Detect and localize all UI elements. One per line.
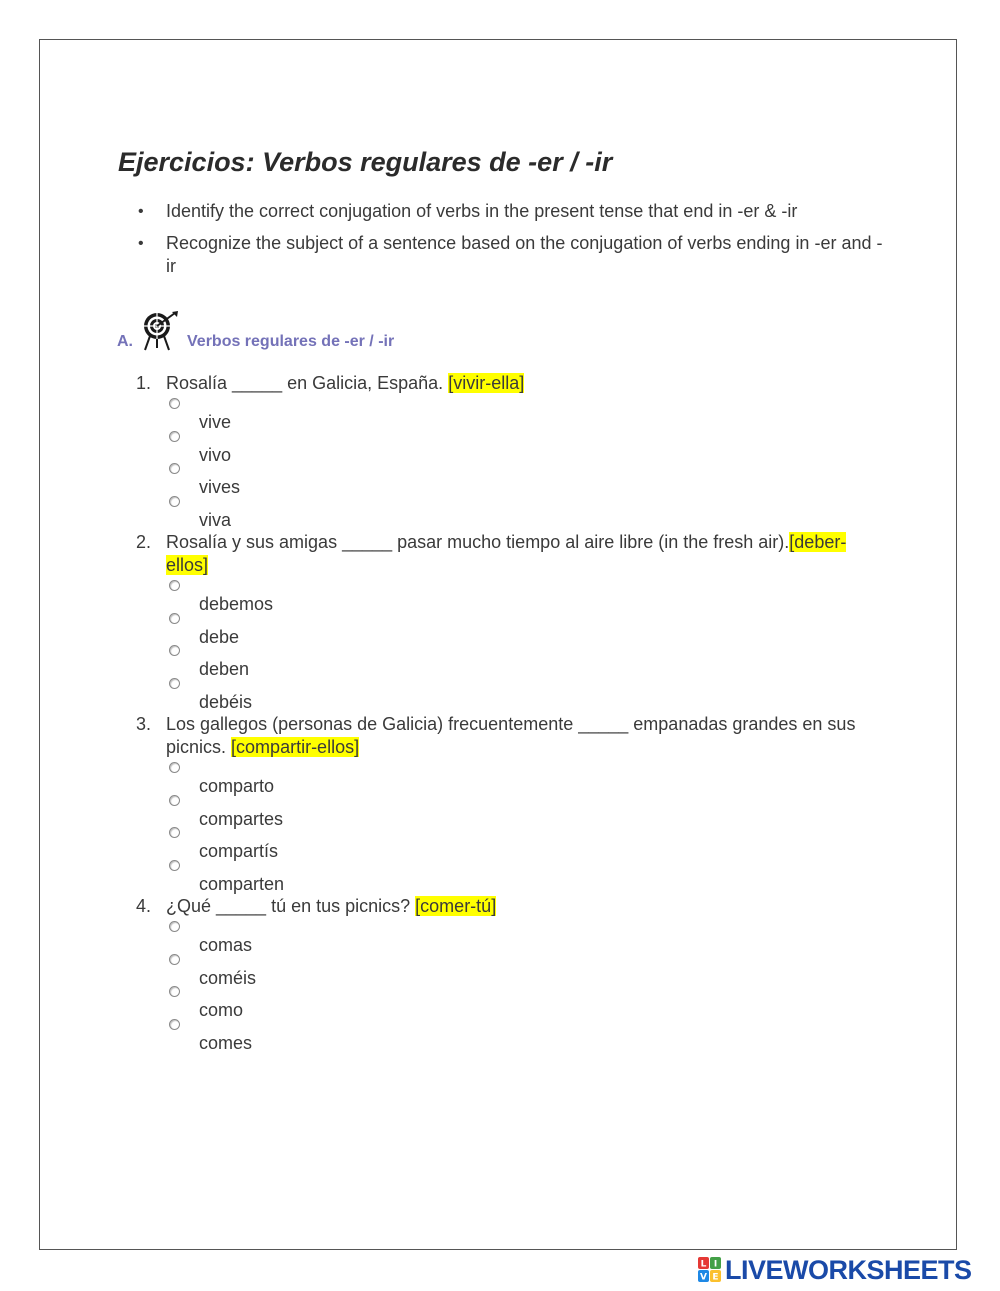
option-label: coméis <box>199 967 257 988</box>
logo-icon-letter: V <box>700 1272 707 1283</box>
logo-icon-letter: E <box>712 1272 719 1283</box>
verb-hint: [compartir-ellos] <box>231 737 360 757</box>
answer-option[interactable] <box>136 610 886 647</box>
radio-button[interactable] <box>169 613 180 624</box>
question-text: Rosalía y sus amigas _____ pasar mucho tiempo al aire libre (in the fresh air). <box>166 532 790 552</box>
answer-option[interactable] <box>136 493 886 530</box>
radio-button[interactable] <box>169 678 180 689</box>
answer-options <box>136 918 886 1053</box>
option-label: viva <box>199 509 232 530</box>
verb-hint: [comer-tú] <box>415 896 497 916</box>
section-letter: A. <box>117 333 133 350</box>
option-label: vivo <box>199 444 232 465</box>
radio-button[interactable] <box>169 463 180 474</box>
target-arrow-icon <box>139 310 181 352</box>
answer-option[interactable] <box>136 577 886 614</box>
radio-button[interactable] <box>169 986 180 997</box>
verb-hint: [vivir-ella] <box>448 373 525 393</box>
logo-icon-letter: L <box>700 1259 707 1270</box>
question-3 <box>136 713 886 894</box>
answer-option[interactable] <box>136 1016 886 1053</box>
answer-option[interactable] <box>136 951 886 988</box>
radio-button[interactable] <box>169 496 180 507</box>
question-4 <box>136 895 886 1053</box>
liveworksheets-logo-text: LIVEWORKSHEETS <box>725 1254 972 1285</box>
question-prompt <box>136 372 886 395</box>
answer-option[interactable] <box>136 460 886 497</box>
radio-button[interactable] <box>169 431 180 442</box>
radio-button[interactable] <box>169 398 180 409</box>
answer-option[interactable] <box>136 857 886 894</box>
option-label: debemos <box>199 594 274 614</box>
answer-option[interactable] <box>136 824 886 861</box>
question-1 <box>136 372 886 530</box>
answer-option[interactable] <box>136 675 886 712</box>
question-prompt <box>136 895 886 918</box>
liveworksheets-logo <box>698 1256 972 1284</box>
question-text: Rosalía _____ en Galicia, España. <box>166 373 444 393</box>
objective-item: • Identify the correct conjugation of verbs in the present tense that end in -er & -ir <box>138 200 888 223</box>
answer-option[interactable] <box>136 792 886 829</box>
question-number: 2. <box>136 532 152 552</box>
radio-button[interactable] <box>169 954 180 965</box>
option-label: vive <box>199 412 232 432</box>
option-label: vives <box>199 477 241 497</box>
logo-icon-letter: I <box>713 1259 718 1270</box>
answer-options <box>136 577 886 712</box>
worksheet-title: Ejercicios: Verbos regulares de -er / -ir <box>118 147 613 177</box>
radio-button[interactable] <box>169 762 180 773</box>
option-label: comparto <box>199 776 275 796</box>
radio-button[interactable] <box>169 580 180 591</box>
question-number: 1. <box>136 373 152 393</box>
option-label: debe <box>199 626 240 647</box>
verb-hint: [deber-ellos] <box>166 532 847 575</box>
radio-button[interactable] <box>169 795 180 806</box>
option-label: comas <box>199 935 253 955</box>
option-label: compartís <box>199 841 279 861</box>
question-text: ¿Qué _____ tú en tus picnics? <box>166 896 411 916</box>
section-title: Verbos regulares de -er / -ir <box>187 333 395 350</box>
question-prompt <box>136 713 886 759</box>
answer-option[interactable] <box>136 642 886 679</box>
answer-option[interactable] <box>136 759 886 796</box>
option-label: deben <box>199 659 250 679</box>
option-label: compartes <box>199 808 284 829</box>
radio-button[interactable] <box>169 921 180 932</box>
radio-button[interactable] <box>169 645 180 656</box>
answer-options <box>136 395 886 530</box>
radio-button[interactable] <box>169 1019 180 1030</box>
radio-button[interactable] <box>169 827 180 838</box>
option-label: debéis <box>199 691 253 712</box>
answer-options <box>136 759 886 894</box>
objectives-list <box>138 200 888 287</box>
option-label: como <box>199 1000 244 1020</box>
question-number: 4. <box>136 896 152 916</box>
question-text: Los gallegos (personas de Galicia) frecuentemente _____ empanadas grandes en sus picnics. <box>166 714 856 757</box>
answer-option[interactable] <box>136 395 886 432</box>
question-number: 3. <box>136 714 152 734</box>
radio-button[interactable] <box>169 860 180 871</box>
answer-option[interactable] <box>136 918 886 955</box>
objective-item: • Recognize the subject of a sentence based on the conjugation of verbs ending in -er and -ir <box>138 232 888 278</box>
liveworksheets-logo-icon <box>698 1257 722 1283</box>
question-list <box>136 372 886 1054</box>
option-label: comes <box>199 1032 253 1053</box>
answer-option[interactable] <box>136 983 886 1020</box>
option-label: comparten <box>199 873 285 894</box>
question-prompt <box>136 531 886 577</box>
answer-option[interactable] <box>136 428 886 465</box>
question-2 <box>136 531 886 712</box>
